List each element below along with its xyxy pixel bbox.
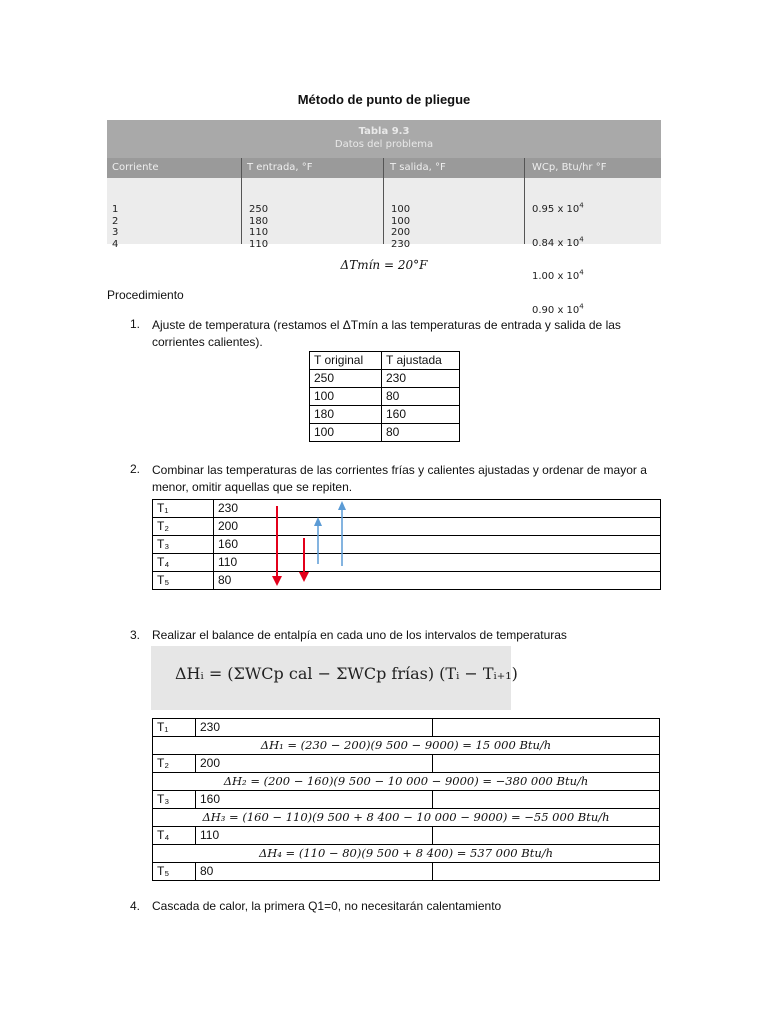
table-row: [153, 554, 661, 572]
table-cell: [433, 827, 660, 845]
table-header-cell: T original: [310, 352, 382, 370]
table-cell: [433, 791, 660, 809]
source-divider: [241, 158, 242, 244]
table-cell: 80: [196, 863, 433, 881]
table-row: [310, 388, 460, 406]
table-row: [153, 500, 661, 518]
table-cell: 230: [214, 500, 661, 518]
enthalpy-equation-2: ΔH₂ = (200 − 160)(9 500 − 10 000 − 9000) = −380 000 Btu/h: [153, 773, 660, 791]
delta-tmin-equation: ΔTmín = 20°F: [340, 258, 428, 272]
table-label-cell: T₅: [153, 572, 214, 590]
table-cell: 160: [214, 536, 661, 554]
table-cell: 250: [310, 370, 382, 388]
table-cell: [433, 755, 660, 773]
source-table-header: [107, 158, 661, 178]
table-label-cell: T₃: [153, 791, 196, 809]
source-divider: [383, 158, 384, 244]
enthalpy-equation-3: ΔH₃ = (160 − 110)(9 500 + 8 400 − 10 000 − 9000) = −55 000 Btu/h: [153, 809, 660, 827]
page-title: Método de punto de pliegue: [297, 92, 471, 107]
table-cell: 200: [196, 755, 433, 773]
table-row: [310, 352, 460, 370]
source-col-t-salida: 100 100 200 230: [391, 204, 411, 250]
table-cell: 80: [382, 424, 460, 442]
enthalpy-formula-image: [151, 646, 518, 710]
source-header-t-salida: T salida, °F: [390, 162, 446, 173]
step-1-number: 1.: [130, 317, 141, 331]
table-row: [153, 773, 660, 791]
source-header-wcp: WCp, Btu/hr °F: [532, 162, 607, 173]
adjust-table: [309, 351, 460, 442]
stream-arrows: [260, 498, 360, 588]
table-label-cell: T₁: [153, 719, 196, 737]
step-3-text: Realizar el balance de entalpía en cada uno de los intervalos de temperaturas: [152, 628, 567, 642]
table-row: [153, 791, 660, 809]
step-1-text: Ajuste de temperatura (restamos el ΔTmín a las temperaturas de entrada y salida de las corrientes calientes).: [152, 318, 621, 349]
table-cell: 80: [382, 388, 460, 406]
table-label-cell: T₂: [153, 755, 196, 773]
enthalpy-formula: ΔHᵢ = (ΣWCp cal − ΣWCp frías) (Tᵢ − Tᵢ₊₁): [175, 664, 518, 683]
table-row: [153, 737, 660, 755]
table-cell: 160: [382, 406, 460, 424]
cold-arrow-2: [338, 501, 346, 566]
table-row: [153, 863, 660, 881]
table-row: [153, 518, 661, 536]
table-row: [310, 406, 460, 424]
table-row: [153, 719, 660, 737]
source-col-corriente: 1 2 3 4: [112, 204, 119, 250]
source-table-subcaption: Datos del problema: [334, 139, 434, 150]
table-cell: 230: [196, 719, 433, 737]
table-cell: [433, 719, 660, 737]
source-col-wcp: 0.95 x $10^4$ 0.84 x $10^4$ 1.00 x $10^4$ 0.90 x $10^4$: [532, 201, 584, 316]
source-header-corriente: Corriente: [112, 162, 159, 173]
enthalpy-table: [152, 718, 660, 881]
table-row: [153, 572, 661, 590]
table-row: [153, 536, 661, 554]
hot-arrow-1: [272, 506, 282, 586]
table-label-cell: T₃: [153, 536, 214, 554]
table-label-cell: T₁: [153, 500, 214, 518]
table-cell: 200: [214, 518, 661, 536]
hot-arrow-2: [299, 538, 309, 582]
table-cell: [433, 863, 660, 881]
enthalpy-equation-4: ΔH₄ = (110 − 80)(9 500 + 8 400) = 537 000 Btu/h: [153, 845, 660, 863]
table-row: [153, 809, 660, 827]
table-cell: 180: [310, 406, 382, 424]
source-divider: [524, 158, 525, 244]
table-cell: 230: [382, 370, 460, 388]
source-header-t-entrada: T entrada, °F: [247, 162, 313, 173]
table-row: [310, 424, 460, 442]
source-table-caption-band: [107, 120, 661, 158]
table-row: [153, 827, 660, 845]
table-label-cell: T₂: [153, 518, 214, 536]
table-label-cell: T₄: [153, 827, 196, 845]
table-cell: 110: [196, 827, 433, 845]
table-cell: 100: [310, 388, 382, 406]
table-header-cell: T ajustada: [382, 352, 460, 370]
table-row: [153, 845, 660, 863]
table-cell: 100: [310, 424, 382, 442]
step-4-number: 4.: [130, 899, 141, 913]
step-4-text: Cascada de calor, la primera Q1=0, no necesitarán calentamiento: [152, 899, 502, 913]
table-cell: 80: [214, 572, 661, 590]
source-col-t-entrada: 250 180 110 110: [249, 204, 269, 250]
table-cell: 160: [196, 791, 433, 809]
interval-table: [152, 499, 661, 590]
table-row: [310, 370, 460, 388]
enthalpy-equation-1: ΔH₁ = (230 − 200)(9 500 − 9000) = 15 000 Btu/h: [153, 737, 660, 755]
table-cell: 110: [214, 554, 661, 572]
cold-arrow-1: [314, 517, 322, 564]
step-3-number: 3.: [130, 628, 141, 642]
table-label-cell: T₅: [153, 863, 196, 881]
source-table-caption: Tabla 9.3: [358, 126, 410, 137]
step-2-text: Combinar las temperaturas de las corrientes frías y calientes ajustadas y ordenar de mayor a menor, omitir aquellas que se repiten.: [152, 463, 647, 494]
step-2-number: 2.: [130, 462, 141, 476]
table-row: [153, 755, 660, 773]
table-label-cell: T₄: [153, 554, 214, 572]
procedure-heading: Procedimiento: [107, 288, 184, 302]
